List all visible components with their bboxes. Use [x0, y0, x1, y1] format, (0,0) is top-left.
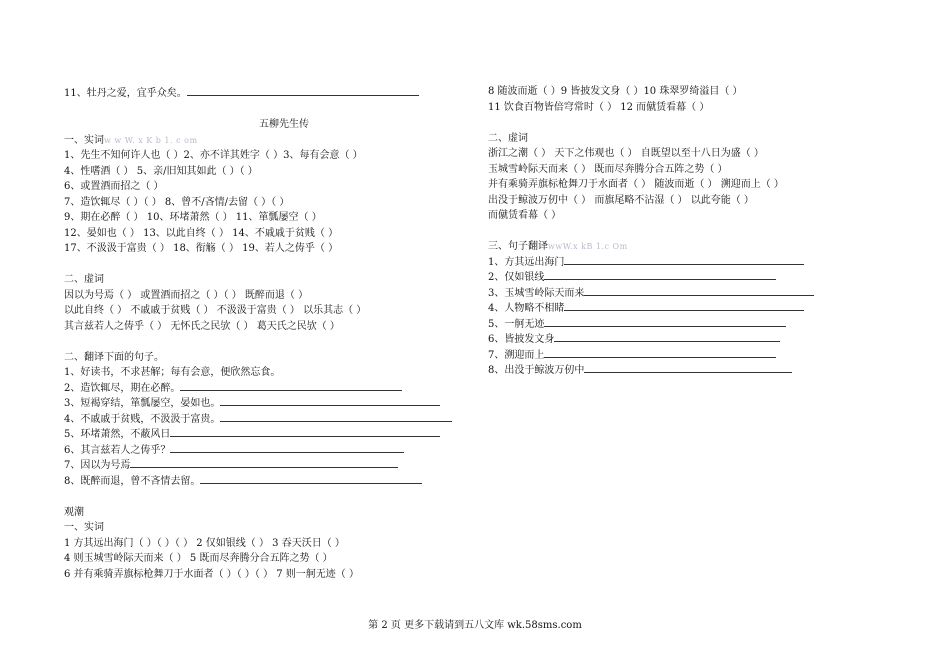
answer-line: [554, 332, 780, 342]
answer-line: [564, 255, 804, 265]
heading-text: 三、句子翻译: [488, 241, 548, 252]
question-11: [64, 86, 474, 102]
list-item: [64, 443, 474, 459]
question-11-text: 11、牡丹之爱，宜乎众矣。: [64, 88, 187, 99]
item-text: 5、一舸无迹: [488, 318, 545, 330]
heading-text: 一、实词: [64, 134, 104, 146]
list-item: 出没于鲸波万仞中（ ） 而旗尾略不沾湿（ ） 以此夸能（ ）: [488, 194, 754, 206]
list-item: 浙江之潮（ ） 天下之伟观也（ ） 自既望以至十八日为盛（ ）: [488, 148, 764, 159]
answer-line: [584, 363, 792, 373]
item-text: 6、其言兹若人之俦乎？: [64, 444, 171, 456]
list-item: [488, 317, 828, 333]
item-text: 7、溯迎而上: [488, 349, 545, 361]
list-item: 以此自终（ ） 不戚戚于贫贱（ ） 不汲汲于富贵（ ） 以乐其志（ ）: [64, 305, 367, 316]
list-item: [488, 348, 828, 364]
list-item: 4 则玉城雪岭际天而来（ ） 5 既而尽奔腾分合五阵之势（ ）: [64, 553, 333, 564]
answer-line: [220, 396, 440, 406]
item-text: 3、短褐穿结，箪瓢屡空，晏如也。: [64, 398, 221, 409]
list-item: 17、不汲汲于富贵（ ） 18、衔觞（ ） 19、若人之俦乎（ ）: [64, 243, 339, 254]
list-item: [488, 270, 828, 286]
item-text: 3、玉城雪岭际天而来: [488, 287, 585, 299]
item-text: 8、出没于鲸波万仞中: [488, 365, 585, 376]
section-heading-xuci-2: 二、虚词: [488, 132, 528, 144]
answer-line: [220, 412, 452, 422]
list-item: [64, 412, 474, 428]
page-footer: 第 2 页 更多下载请到五八文库 wk.58sms.com: [368, 620, 582, 631]
item-text: 8、既醉而退，曾不吝情去留。: [64, 475, 201, 487]
item-text: 4、人物略不相睹: [488, 303, 565, 314]
list-item: [64, 381, 474, 397]
list-item: 11 饮食百物皆倍穹常时（ ） 12 而僦赁看幕（ ）: [488, 101, 710, 113]
section-heading-xuci: 二、虚词: [64, 274, 104, 285]
answer-line: [180, 381, 402, 391]
list-item: 6 并有乘骑弄旗标枪舞刀于水面者（ ）（ ）（ ） 7 则一舸无迹（ ）: [64, 568, 359, 580]
item-text: 5、环堵萧然，不蔽风日: [64, 429, 171, 440]
list-item: 1 方其远出海门（ ）（ ）（ ） 2 仅如银线（ ） 3 吞天沃日（ ）: [64, 537, 345, 549]
item-text: 2、仅如银线: [488, 272, 545, 283]
item-text: 1、方其远出海门: [488, 256, 565, 268]
list-item: 12、晏如也（ ） 13、以此自终（ ） 14、不戚戚于贫贱（ ）: [64, 227, 339, 239]
list-item: 9、期在必醉（ ） 10、环堵萧然（ ） 11、箪瓢屡空（ ）: [64, 212, 322, 223]
list-item: 4、性嗜酒（ ） 5、亲/旧知其如此（ ）（ ）: [64, 165, 258, 177]
watermark: w w W. x K b 1. c om: [104, 135, 198, 145]
left-column: [64, 86, 474, 582]
answer-line: [544, 317, 786, 327]
list-item: [64, 458, 474, 474]
answer-line: [544, 348, 776, 358]
list-item: 8 随波而逝（ ）9 皆披发文身（ ）10 珠翠罗绮溢目（ ）: [488, 86, 743, 97]
list-item: 其言兹若人之俦乎（ ） 无怀氏之民欤（ ） 葛天氏之民欤（ ）: [64, 320, 340, 332]
list-item: [488, 363, 828, 379]
answer-line: [564, 301, 804, 311]
section-heading-juzi: [488, 239, 828, 255]
list-item: 并有乘骑弄旗标枪舞刀于水面者（ ） 随波而逝（ ） 溯迎而上（ ）: [488, 179, 784, 190]
list-item: 7、造饮辄尽（ ）（ ） 8、曾不/吝情/去留（ ）（ ）: [64, 196, 290, 208]
item-text: 2、造饮辄尽，期在必醉。: [64, 382, 181, 394]
list-item: 因以为号焉（ ） 或置酒而招之（ ）（ ） 既醉而退（ ）: [64, 289, 309, 301]
answer-line: [544, 270, 776, 280]
answer-line: [170, 427, 440, 437]
section-heading-fanyi: 二、翻译下面的句子。: [64, 351, 164, 363]
list-item: 1、先生不知何许人也（ ）2、亦不详其姓字（ ）3、每有会意（ ）: [64, 150, 363, 161]
right-column: [488, 84, 828, 379]
list-item: [488, 301, 828, 317]
list-item: [64, 396, 474, 412]
list-item: [488, 332, 828, 348]
item-text: 4、不戚戚于贫贱，不汲汲于富贵。: [64, 413, 221, 425]
list-item: [64, 474, 474, 490]
list-item: 1、好读书，不求甚解；每有会意，便欣然忘食。: [64, 367, 281, 378]
answer-line: [130, 458, 398, 468]
watermark: wwW.x kB 1.c Om: [548, 242, 628, 251]
answer-line: [200, 474, 422, 484]
answer-line: [170, 443, 404, 453]
list-item: 玉城雪岭际天而来（ ） 既而尽奔腾分合五阵之势（ ）: [488, 163, 728, 175]
section-title-guanchao: 观潮: [64, 506, 84, 518]
list-item: 6、或置酒而招之（ ）: [64, 181, 164, 192]
list-item: 而僦赁看幕（ ）: [488, 210, 562, 221]
section-heading-shici: [64, 133, 474, 149]
item-text: 6、皆披发文身: [488, 334, 555, 345]
answer-line: [187, 86, 419, 96]
list-item: [488, 255, 828, 271]
list-item: [488, 286, 828, 302]
item-text: 7、因以为号焉: [64, 460, 131, 471]
section-title-wuliu: 五柳先生传: [259, 119, 309, 130]
answer-line: [584, 286, 814, 296]
section-heading-shici-2: 一、实词: [64, 522, 104, 533]
list-item: [64, 427, 474, 443]
